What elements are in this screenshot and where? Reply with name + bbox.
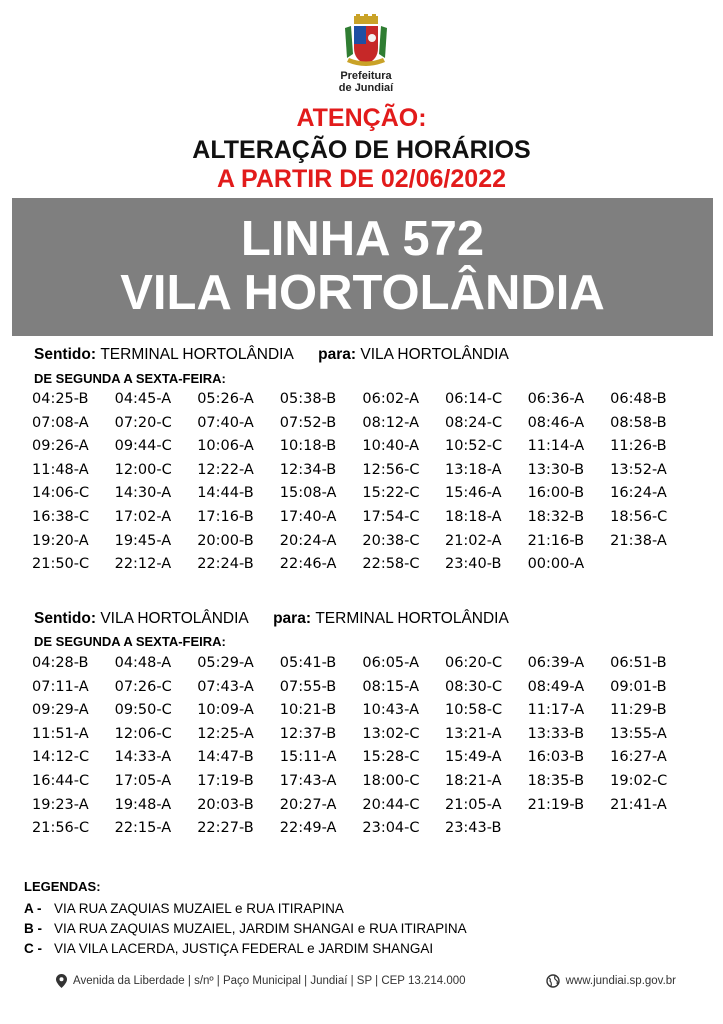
departure-time: 16:38-C (32, 508, 90, 525)
departure-time: 20:24-A (279, 532, 337, 549)
departure-time: 23:40-B (444, 556, 502, 573)
departure-time: 05:38-B (279, 391, 337, 407)
departure-time: 07:11-A (32, 678, 89, 695)
departure-time: 21:50-C (32, 556, 90, 573)
departure-time: 15:46-A (444, 485, 502, 502)
section2-para-value: TERMINAL HORTOLÂNDIA (315, 610, 509, 627)
departure-time: 10:40-A (362, 438, 419, 455)
section2-sentido-label: Sentido: (34, 610, 96, 627)
departure-time: 12:22-A (197, 461, 254, 478)
footer-website[interactable]: www.jundiai.sp.gov.br (565, 975, 676, 987)
coat-of-arms-icon (337, 14, 395, 70)
departure-time: 12:56-C (362, 461, 420, 478)
departure-time: 19:23-A (32, 796, 89, 813)
departure-time: 11:51-A (32, 725, 89, 742)
departure-time: 04:45-A (114, 391, 172, 407)
departure-time: 15:11-A (279, 749, 337, 766)
departure-time: 08:49-A (527, 678, 585, 695)
departure-time: 06:02-A (362, 391, 419, 407)
departure-time: 17:43-A (279, 772, 337, 789)
prefeitura-logo (330, 14, 402, 100)
departure-time: 06:48-B (610, 391, 667, 407)
departure-time: 17:16-B (197, 508, 254, 525)
logo-line1: Prefeitura (340, 70, 392, 82)
line-name: VILA HORTOLÂNDIA (120, 266, 605, 320)
departure-time: 22:24-B (197, 556, 254, 573)
legend-item-c (24, 939, 433, 959)
departure-time: 06:36-A (527, 391, 585, 407)
departure-time: 06:14-C (444, 391, 503, 407)
departure-time: 13:18-A (444, 461, 502, 478)
departure-time: 12:25-A (197, 725, 254, 742)
section1-direction (34, 346, 509, 364)
section2-timetable (32, 652, 694, 841)
departure-time: 13:55-A (610, 725, 667, 742)
departure-time: 12:37-B (279, 725, 337, 742)
departure-time: 17:05-A (114, 772, 172, 789)
alteration-heading: ALTERAÇÃO DE HORÁRIOS (192, 136, 531, 164)
departure-time: 17:54-C (362, 508, 420, 525)
departure-time: 10:52-C (444, 438, 503, 455)
departure-time: 06:39-A (527, 655, 585, 671)
departure-time: 07:40-A (197, 414, 254, 431)
departure-time: 19:45-A (114, 532, 172, 549)
departure-time: 21:56-C (32, 820, 90, 837)
departure-time: 08:15-A (362, 678, 419, 695)
attention-heading: ATENÇÃO: (296, 104, 427, 132)
section1-sentido-value: TERMINAL HORTOLÂNDIA (100, 346, 294, 363)
departure-time: 15:28-C (362, 749, 420, 766)
departure-time: 13:33-B (527, 725, 585, 742)
legend-title: LEGENDAS: (24, 879, 101, 894)
departure-time: 00:00-A (527, 556, 585, 573)
logo-line2: de Jundiaí (338, 82, 394, 94)
departure-time: 17:40-A (279, 508, 337, 525)
departure-time: 14:30-A (114, 485, 172, 502)
departure-time: 09:29-A (32, 702, 89, 719)
departure-time: 23:04-C (362, 820, 420, 837)
legend-key: A - (24, 901, 42, 916)
footer (56, 974, 676, 988)
departure-time: 10:09-A (197, 702, 254, 719)
departure-time: 18:56-C (610, 508, 668, 525)
departure-time: 06:05-A (362, 655, 419, 671)
departure-time: 15:49-A (444, 749, 502, 766)
departure-time: 18:35-B (527, 772, 585, 789)
legend-text: VIA RUA ZAQUIAS MUZAIEL e RUA ITIRAPINA (54, 901, 344, 916)
departure-time: 16:03-B (527, 749, 585, 766)
departure-time: 22:15-A (114, 820, 172, 837)
departure-time: 19:02-C (610, 772, 668, 789)
departure-time: 14:47-B (197, 749, 254, 766)
departure-time: 16:00-B (527, 485, 585, 502)
section1-timetable (32, 388, 694, 577)
departure-time: 10:58-C (444, 702, 503, 719)
departure-time: 04:48-A (114, 655, 172, 671)
departure-time: 11:14-A (527, 438, 585, 455)
departure-time: 20:44-C (362, 796, 420, 813)
departure-time: 15:08-A (279, 485, 337, 502)
departure-time: 21:38-A (610, 532, 667, 549)
departure-time: 04:28-B (32, 655, 89, 671)
footer-address: Avenida da Liberdade | s/nº | Paço Municipal | Jundiaí | SP | CEP 13.214.000 (73, 975, 466, 987)
departure-time: 17:02-A (114, 508, 172, 525)
departure-time: 08:12-A (362, 414, 419, 431)
departure-time: 14:33-A (114, 749, 172, 766)
legend-item-a (24, 899, 344, 919)
legend-key: C - (24, 941, 42, 956)
legend-key: B - (24, 921, 42, 936)
section2-para-label: para: (273, 610, 311, 627)
departure-time: 13:30-B (527, 461, 585, 478)
departure-time: 08:30-C (444, 678, 503, 695)
departure-time: 21:41-A (610, 796, 667, 813)
departure-time: 10:43-A (362, 702, 419, 719)
departure-time: 08:46-A (527, 414, 585, 431)
section2-direction (34, 610, 509, 628)
departure-time: 18:18-A (444, 508, 502, 525)
departure-time: 06:51-B (610, 655, 667, 671)
departure-time: 20:00-B (197, 532, 254, 549)
departure-time: 09:44-C (114, 438, 172, 455)
departure-time: 08:24-C (444, 414, 503, 431)
departure-time: 18:32-B (527, 508, 585, 525)
line-number: LINHA 572 (240, 212, 485, 266)
departure-time: 22:58-C (362, 556, 420, 573)
departure-time: 07:43-A (197, 678, 254, 695)
departure-time: 13:21-A (444, 725, 502, 742)
departure-time: 12:06-C (114, 725, 172, 742)
departure-time: 05:41-B (279, 655, 337, 671)
legend-text: VIA RUA ZAQUIAS MUZAIEL, JARDIM SHANGAI e RUA ITIRAPINA (54, 921, 467, 936)
departure-time: 21:19-B (527, 796, 585, 813)
departure-time: 19:20-A (32, 532, 89, 549)
globe-icon (546, 974, 560, 988)
departure-time: 16:24-A (610, 485, 667, 502)
departure-time: 14:12-C (32, 749, 90, 766)
line-banner (12, 198, 713, 336)
departure-time: 11:29-B (610, 702, 667, 719)
departure-time: 13:52-A (610, 461, 667, 478)
departure-time: 13:02-C (362, 725, 420, 742)
location-pin-icon (56, 974, 67, 988)
departure-time: 16:44-C (32, 772, 90, 789)
departure-time: 09:26-A (32, 438, 89, 455)
departure-time: 21:16-B (527, 532, 585, 549)
section2-days: DE SEGUNDA A SEXTA-FEIRA: (34, 634, 226, 649)
departure-time: 14:44-B (197, 485, 254, 502)
departure-time: 21:02-A (444, 532, 502, 549)
departure-time: 04:25-B (32, 391, 89, 407)
departure-time: 12:34-B (279, 461, 337, 478)
departure-time: 07:52-B (279, 414, 337, 431)
section1-para-value: VILA HORTOLÂNDIA (360, 346, 509, 363)
departure-time: 11:26-B (610, 438, 667, 455)
departure-time: 20:38-C (362, 532, 420, 549)
departure-time: 16:27-A (610, 749, 667, 766)
departure-time: 05:26-A (197, 391, 254, 407)
departure-time: 09:50-C (114, 702, 172, 719)
departure-time: 23:43-B (444, 820, 502, 837)
departure-time: 22:46-A (279, 556, 337, 573)
section1-sentido-label: Sentido: (34, 346, 96, 363)
legend-item-b (24, 919, 467, 939)
departure-time: 07:08-A (32, 414, 89, 431)
effective-date-heading: A PARTIR DE 02/06/2022 (216, 165, 506, 193)
departure-time: 19:48-A (114, 796, 172, 813)
departure-time: 10:21-B (279, 702, 337, 719)
departure-time: 07:26-C (114, 678, 172, 695)
departure-time: 22:27-B (197, 820, 254, 837)
section2-sentido-value: VILA HORTOLÂNDIA (100, 610, 249, 627)
departure-time: 21:05-A (444, 796, 502, 813)
departure-time: 14:06-C (32, 485, 90, 502)
departure-time: 17:19-B (197, 772, 254, 789)
section1-para-label: para: (318, 346, 357, 363)
departure-time: 18:00-C (362, 772, 420, 789)
departure-time: 22:49-A (279, 820, 337, 837)
departure-time: 11:17-A (527, 702, 585, 719)
departure-time: 10:18-B (279, 438, 337, 455)
departure-time: 06:20-C (444, 655, 503, 671)
departure-time: 22:12-A (114, 556, 172, 573)
departure-time: 09:01-B (610, 678, 667, 695)
departure-time: 08:58-B (610, 414, 667, 431)
section1-days: DE SEGUNDA A SEXTA-FEIRA: (34, 371, 226, 386)
departure-time: 10:06-A (197, 438, 254, 455)
departure-time: 07:55-B (279, 678, 337, 695)
legend-text: VIA VILA LACERDA, JUSTIÇA FEDERAL e JARDIM SHANGAI (54, 941, 434, 956)
departure-time: 20:27-A (279, 796, 337, 813)
departure-time: 05:29-A (197, 655, 254, 671)
departure-time: 20:03-B (197, 796, 254, 813)
departure-time: 07:20-C (114, 414, 172, 431)
departure-time: 12:00-C (114, 461, 172, 478)
departure-time: 15:22-C (362, 485, 420, 502)
departure-time: 11:48-A (32, 461, 89, 478)
departure-time: 18:21-A (444, 772, 502, 789)
